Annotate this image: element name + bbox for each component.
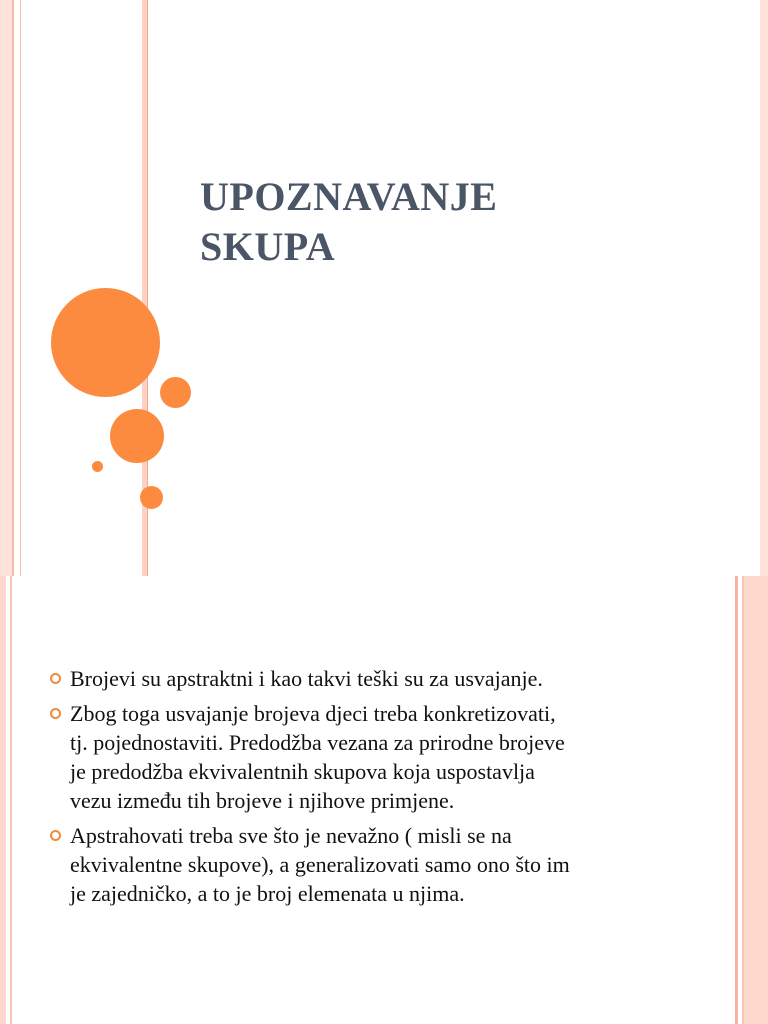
bullet-text: Apstrahovati treba sve što je nevažno ( misli se na ekvivalentne skupove), a generalizovati samo ono što im je zajedničko, a to je broj elemenata u njima. — [70, 823, 570, 906]
hollow-circle-icon — [50, 830, 61, 841]
decorative-circle-small — [160, 377, 191, 408]
decorative-stripe — [0, 0, 12, 576]
decorative-stripe — [20, 0, 21, 576]
hollow-circle-icon — [50, 673, 61, 684]
decorative-circle-small — [140, 486, 163, 509]
decorative-stripe — [12, 0, 14, 576]
slide-title-line: SKUPA — [200, 224, 336, 269]
list-item — [48, 699, 688, 815]
content-slide — [0, 576, 768, 1024]
slide-title-line: UPOZNAVANJE — [200, 174, 498, 219]
decorative-stripe — [744, 576, 768, 1024]
bullet-text: Zbog toga usvajanje brojeva djeci treba konkretizovati, tj. pojednostaviti. Predodžba vezana za prirodne brojeve je predodžba ekvivalentnih skupova koja uspostavlja vezu između tih brojeve i njihove primjene. — [70, 701, 565, 813]
decorative-stripe — [10, 576, 12, 1024]
decorative-stripe — [735, 576, 738, 1024]
decorative-stripe — [0, 576, 6, 1024]
decorative-circle-tiny — [92, 461, 103, 472]
decorative-stripe — [760, 0, 768, 576]
list-item — [48, 664, 688, 693]
slide-title — [200, 172, 497, 272]
bullet-text: Brojevi su apstraktni i kao takvi teški su za usvajanje. — [70, 666, 543, 691]
decorative-circle-medium — [110, 409, 164, 463]
decorative-circle-large — [51, 288, 160, 397]
list-item — [48, 821, 688, 908]
hollow-circle-icon — [50, 708, 61, 719]
bullet-list — [48, 664, 688, 914]
